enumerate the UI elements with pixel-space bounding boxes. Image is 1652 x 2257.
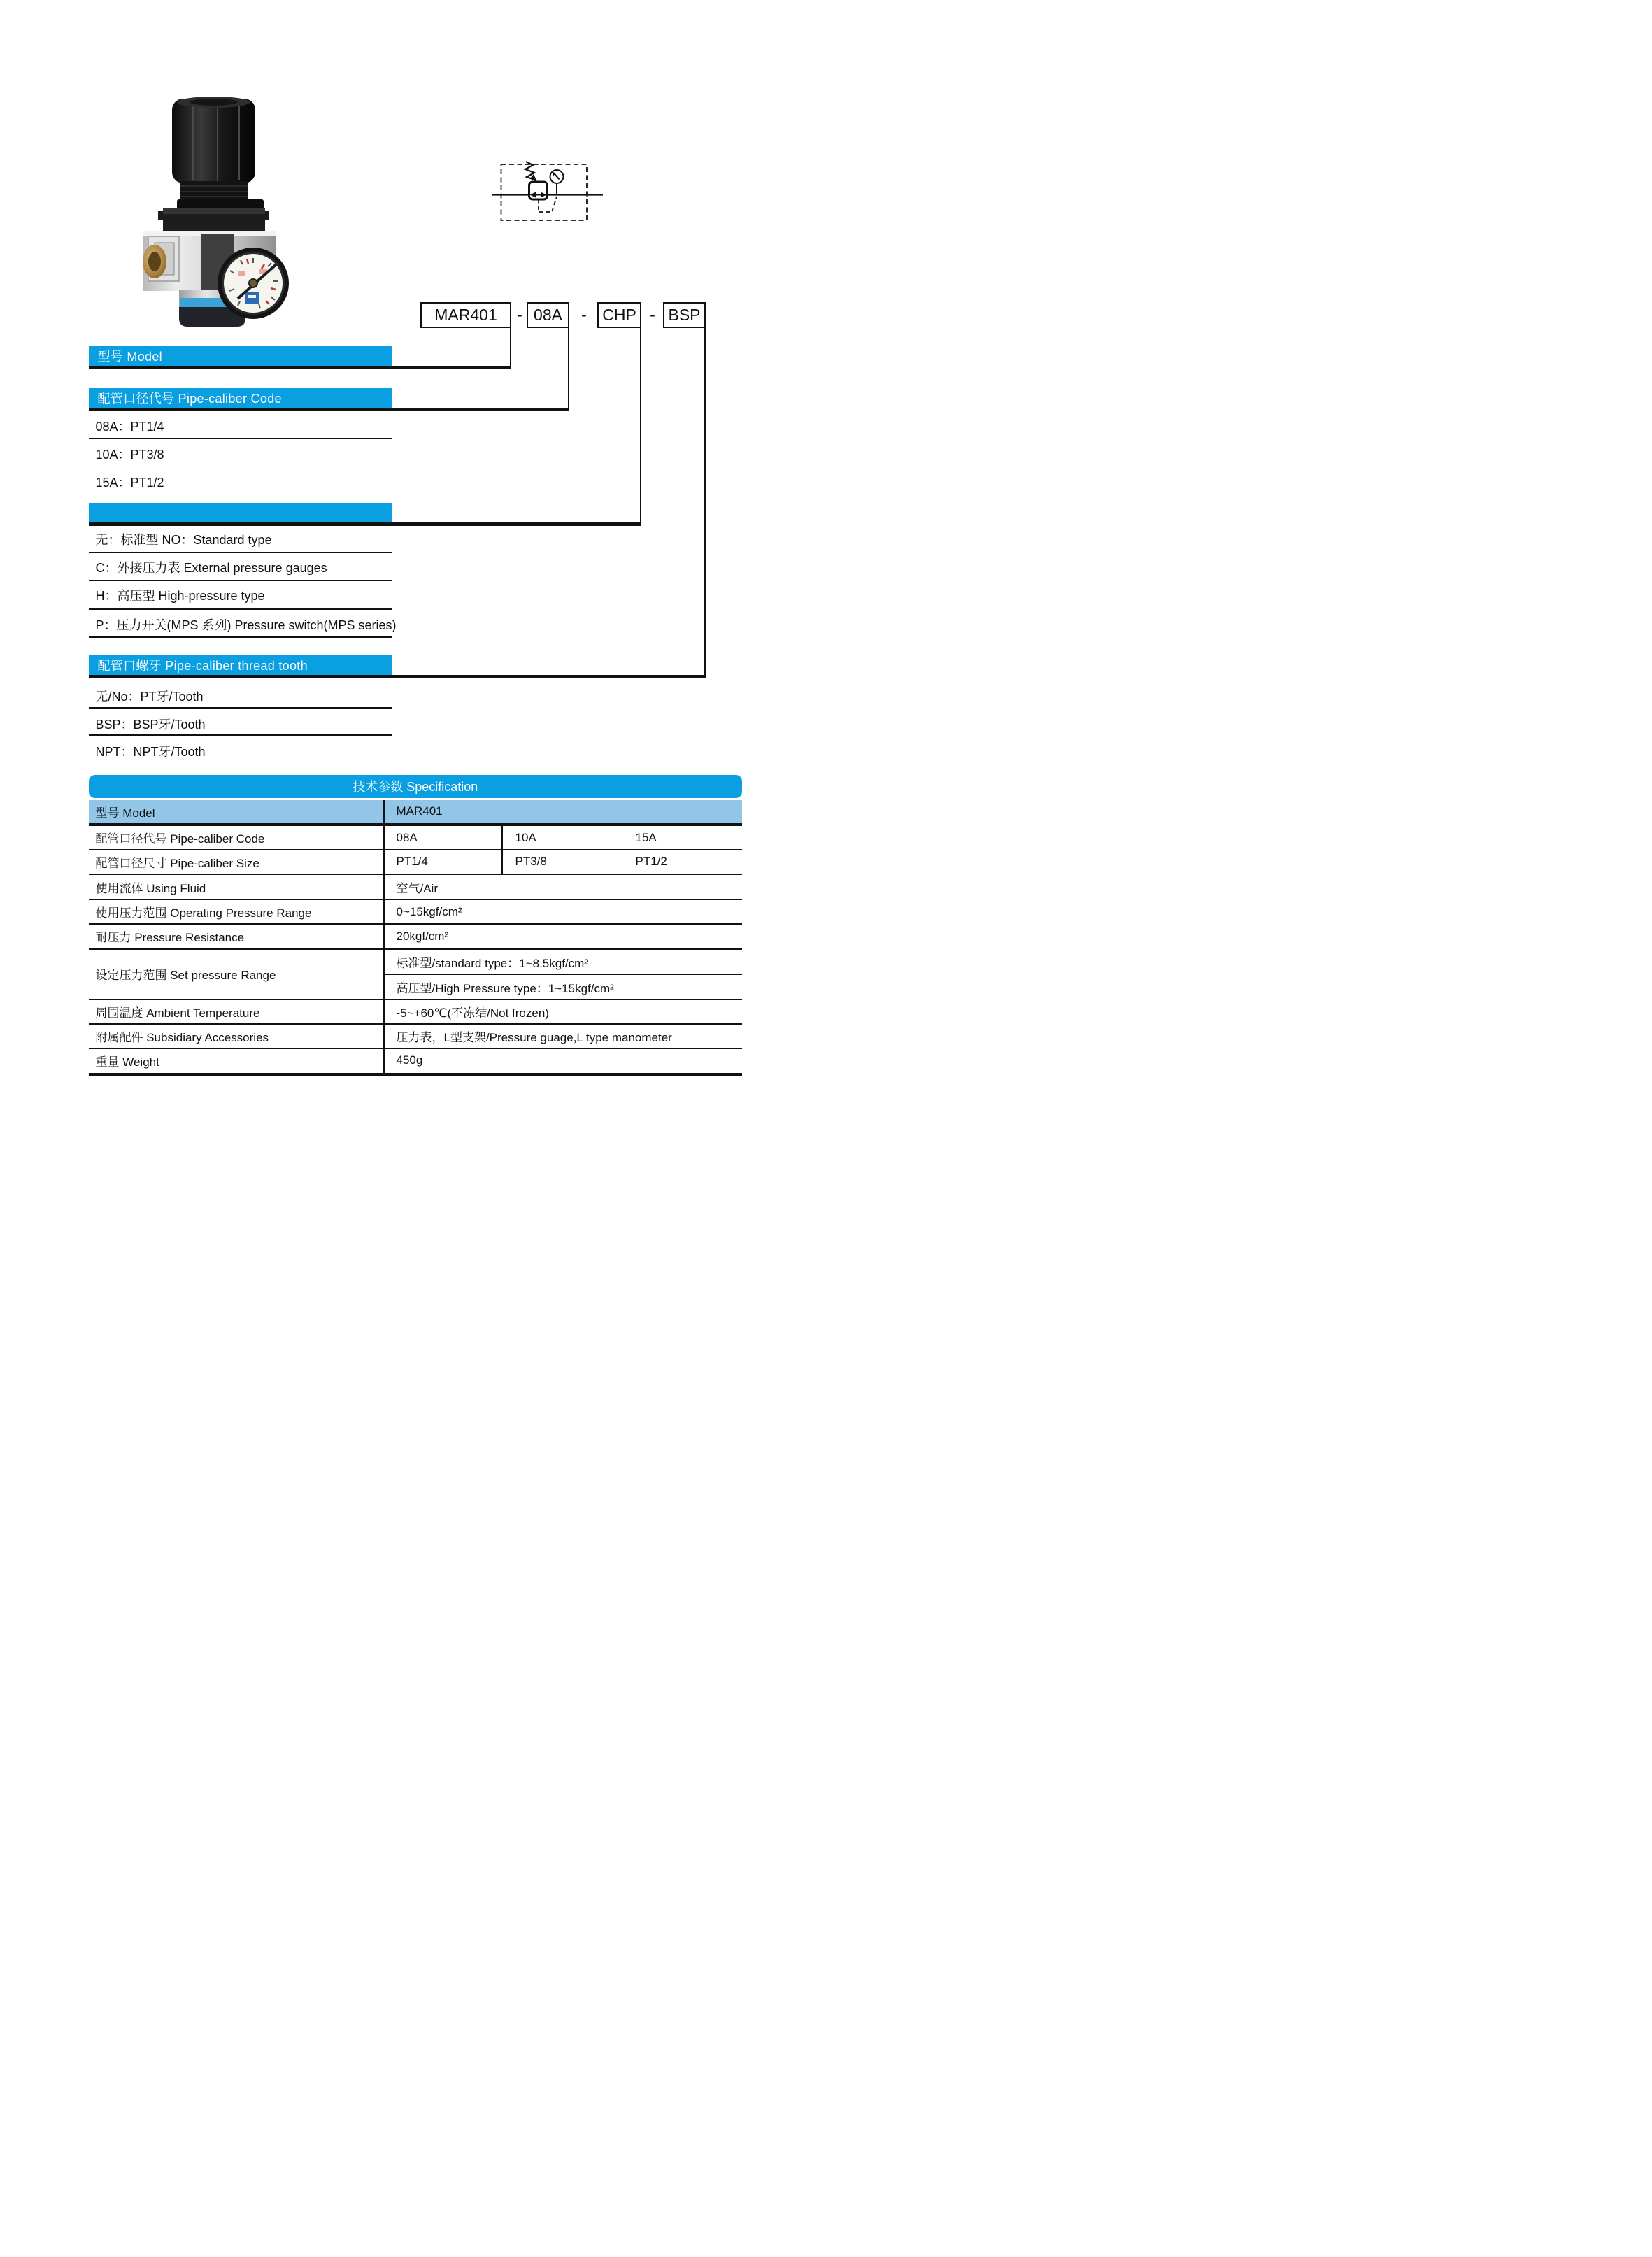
section-header-model [89, 346, 393, 366]
connector-line-model [510, 327, 511, 369]
connector-line-option [640, 327, 641, 526]
section-header-label: 配管口螺牙 Pipe-caliber thread tooth [97, 658, 308, 673]
bonnet-collar [177, 199, 264, 210]
item-separator [89, 608, 393, 610]
item-separator [89, 552, 393, 553]
model-code-option: CHP [602, 306, 636, 324]
spec-row-value: 10A [515, 830, 536, 844]
table-rule-thick [89, 1073, 743, 1076]
spec-table-header: 技术参数 Specification [89, 775, 743, 798]
spec-row-label: 周围温度 Ambient Temperature [95, 1006, 260, 1020]
spec-row-value: PT1/4 [396, 855, 428, 869]
pressure-gauge [218, 248, 289, 319]
item-separator [89, 636, 393, 638]
item-separator [89, 580, 393, 581]
table-column-divider [501, 826, 503, 874]
item-separator [89, 734, 393, 736]
spec-row-value: -5~+60℃(不冻结/Not frozen) [396, 1006, 549, 1020]
spec-row-pipe-size [89, 850, 743, 875]
product-photo [133, 76, 357, 355]
option-item: 15A：PT1/2 [95, 475, 164, 490]
option-item: P：压力开关(MPS 系列) Pressure switch(MPS series) [95, 618, 397, 632]
section-underline [89, 522, 641, 526]
table-main-divider [383, 800, 385, 1076]
spec-row-value: 标准型/standard type：1~8.5kgf/cm² [396, 956, 588, 970]
spec-row-ambient-temperature [89, 999, 743, 1024]
spec-row-label: 重量 Weight [95, 1055, 159, 1069]
regulator-flange [158, 208, 269, 234]
spec-row-pressure-resistance [89, 924, 743, 949]
model-code-box-thread [663, 302, 706, 328]
spec-row-value: 15A [635, 830, 657, 844]
spec-row-value: PT3/8 [515, 855, 547, 869]
spec-row-label: 型号 Model [95, 806, 155, 820]
model-code-series: MAR401 [434, 306, 497, 324]
spec-row-label: 附属配件 Subsidiary Accessories [95, 1030, 269, 1044]
spec-row-value: 压力表，L型支架/Pressure guage,L type manometer [396, 1030, 672, 1044]
spec-row-value: 450g [396, 1053, 423, 1067]
section-underline [89, 675, 706, 678]
spec-row-value: 0~15kgf/cm² [396, 904, 462, 918]
spec-row-operating-pressure [89, 899, 743, 924]
model-code-pipe-caliber: 08A [534, 306, 562, 324]
pneumatic-circuit-symbol [483, 152, 636, 235]
regulator-valve-symbol [529, 182, 548, 199]
option-item: 无：标准型 NO：Standard type [95, 533, 272, 547]
option-item: H：高压型 High-pressure type [95, 589, 265, 603]
item-separator [89, 467, 393, 468]
model-code-dash: - [517, 306, 522, 324]
spec-row-value: 20kgf/cm² [396, 929, 449, 943]
spec-row-value: 空气/Air [396, 881, 438, 895]
option-item: BSP：BSP牙/Tooth [95, 718, 206, 732]
option-item: NPT：NPT牙/Tooth [95, 744, 206, 759]
option-item: 10A：PT3/8 [95, 447, 164, 462]
spec-row-pipe-code [89, 826, 743, 850]
regulator-knob [172, 97, 255, 183]
spec-row-label: 配管口径代号 Pipe-caliber Code [95, 832, 265, 846]
connector-line-pipe-caliber [568, 327, 569, 411]
connector-line-thread [704, 327, 706, 678]
spec-row-label: 使用压力范围 Operating Pressure Range [95, 906, 312, 920]
model-code-box-option [597, 302, 641, 328]
datasheet-page [0, 0, 826, 1129]
section-header-pipe-caliber-code [89, 388, 393, 408]
gauge-symbol [550, 170, 564, 195]
spec-row-weight [89, 1048, 743, 1073]
spec-row-value: MAR401 [396, 804, 443, 818]
section-header-label: 配管口径代号 Pipe-caliber Code [97, 392, 282, 406]
spec-row-fluid [89, 874, 743, 899]
section-underline [89, 366, 512, 370]
model-code-dash: - [581, 306, 587, 324]
table-subrule [385, 974, 742, 976]
gauge-logo [245, 292, 259, 304]
spec-row-accessories [89, 1024, 743, 1048]
spec-row-label: 耐压力 Pressure Resistance [95, 931, 245, 945]
item-separator [89, 438, 393, 439]
spec-row-label: 使用流体 Using Fluid [95, 881, 206, 895]
option-item: 无/No：PT牙/Tooth [95, 690, 204, 704]
item-separator [89, 707, 393, 709]
model-code-thread: BSP [668, 306, 701, 324]
spec-row-model [89, 800, 743, 823]
table-column-divider [622, 826, 623, 874]
option-item: C：外接压力表 External pressure gauges [95, 561, 327, 575]
spec-row-value: 高压型/High Pressure type：1~15kgf/cm² [396, 981, 614, 995]
spec-row-value: PT1/2 [635, 855, 667, 869]
model-code-box-pipe-caliber [527, 302, 569, 328]
section-header-attachment [89, 503, 393, 523]
option-item: 08A：PT1/4 [95, 419, 164, 434]
section-header-label: 型号 Model [97, 350, 162, 364]
spec-row-label: 设定压力范围 Set pressure Range [95, 969, 276, 982]
section-underline [89, 408, 570, 412]
model-code-box-series [420, 302, 511, 328]
spec-row-label: 配管口径尺寸 Pipe-caliber Size [95, 856, 259, 870]
spec-row-value: 08A [396, 830, 418, 844]
section-header-thread-tooth [89, 655, 393, 675]
model-code-dash: - [650, 306, 655, 324]
knob-neck [180, 181, 248, 201]
